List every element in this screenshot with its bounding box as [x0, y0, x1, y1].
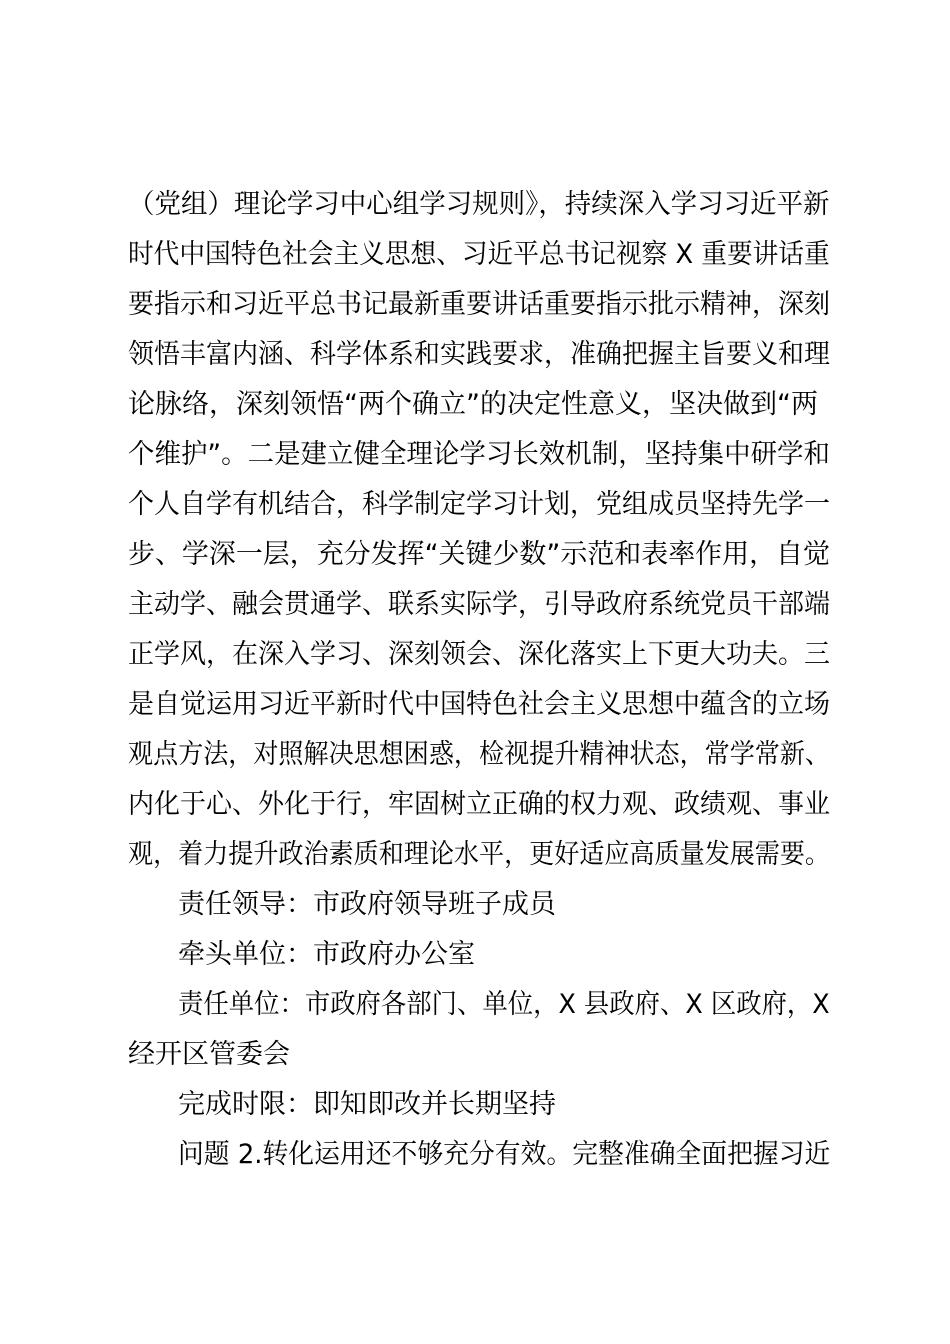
body-text-line: 步、学深一层，充分发挥“关键少数”示范和表率作用，自觉 [128, 539, 830, 570]
body-text-line: 论脉络，深刻领悟“两个确立”的决定性意义，坚决做到“两 [128, 389, 818, 420]
body-text-line: 个人自学有机结合，科学制定学习计划，党组成员坚持先学一 [128, 489, 830, 520]
responsible-unit-line: 责任单位：市政府各部门、单位，X 县政府、X 区政府，X [178, 989, 830, 1020]
body-text-line: 内化于心、外化于行，牢固树立正确的权力观、政绩观、事业 [128, 789, 830, 820]
deadline-line: 完成时限：即知即改并长期坚持 [178, 1089, 556, 1120]
body-text-line: 领悟丰富内涵、科学体系和实践要求，准确把握主旨要义和理 [128, 339, 830, 370]
body-text-line: 观点方法，对照解决思想困惑，检视提升精神状态，常学常新、 [128, 739, 830, 770]
body-text-line: 正学风，在深入学习、深刻领会、深化落实上下更大功夫。三 [128, 639, 830, 670]
body-text-line: 时代中国特色社会主义思想、习近平总书记视察 X 重要讲话重 [128, 239, 830, 270]
responsible-leader-line: 责任领导：市政府领导班子成员 [178, 889, 556, 920]
body-text-line: 要指示和习近平总书记最新重要讲话重要指示批示精神，深刻 [128, 289, 830, 320]
issue-heading-line: 问题 2.转化运用还不够充分有效。完整准确全面把握习近 [178, 1139, 831, 1170]
body-text-line: 是自觉运用习近平新时代中国特色社会主义思想中蕴含的立场 [128, 689, 830, 720]
lead-unit-line: 牵头单位：市政府办公室 [178, 939, 475, 970]
body-text-line: 个维护”。二是建立健全理论学习长效机制，坚持集中研学和 [128, 439, 830, 470]
body-text-line: 主动学、融会贯通学、联系实际学，引导政府系统党员干部端 [128, 589, 830, 620]
body-text-line: （党组）理论学习中心组学习规则》，持续深入学习习近平新 [128, 189, 830, 220]
body-text-line: 观，着力提升政治素质和理论水平，更好适应高质量发展需要。 [128, 839, 830, 870]
responsible-unit-line-cont: 经开区管委会 [128, 1039, 290, 1070]
